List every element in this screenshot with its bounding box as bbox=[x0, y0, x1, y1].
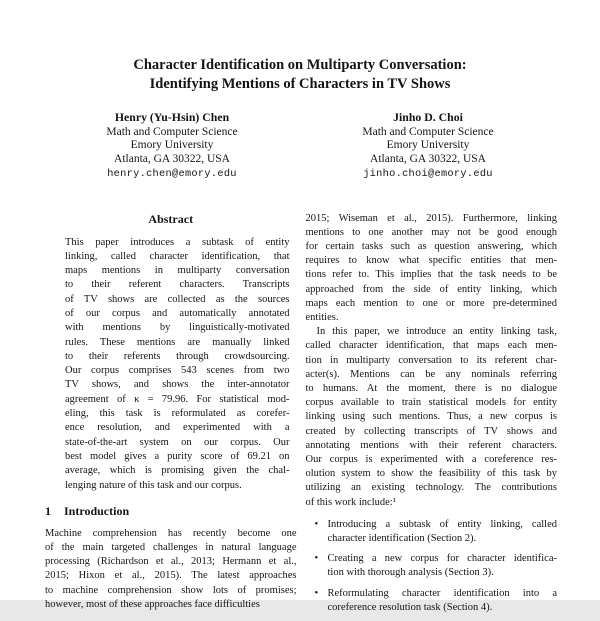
text-line: eling, this task is reformulated as corefer- bbox=[65, 408, 290, 420]
paper-title-line1: Character Identification on Multiparty Conversation: bbox=[133, 57, 467, 73]
paper-title bbox=[0, 56, 600, 94]
bullet-icon: • bbox=[314, 587, 319, 599]
bullet-text bbox=[328, 518, 558, 546]
author-address: Atlanta, GA 30322, USA bbox=[370, 152, 486, 165]
author-department: Math and Computer Science bbox=[362, 125, 494, 138]
text-line: TV shows, and shows the inter-annotator bbox=[65, 379, 290, 391]
author-university: Emory University bbox=[386, 139, 470, 151]
text-line: agreement of κ = 79.96. For statistical mod- bbox=[65, 393, 290, 405]
text-line: for certain tasks such as question answering, which bbox=[305, 240, 557, 252]
list-item bbox=[306, 587, 558, 615]
text-line: state-of-the-art system on our corpus. Our bbox=[65, 436, 290, 448]
text-line: of the main targeted challenges in natural language bbox=[45, 542, 297, 554]
bullet-icon: • bbox=[314, 518, 319, 530]
right-paragraph-1 bbox=[306, 212, 558, 326]
author-email: jinho.choi@emory.edu bbox=[363, 168, 493, 180]
author-address: Atlanta, GA 30322, USA bbox=[114, 152, 230, 165]
text-line: however, most of these approaches face difficulties bbox=[45, 598, 260, 610]
text-line: Machine comprehension has recently become one bbox=[45, 527, 297, 539]
author-university: Emory University bbox=[130, 139, 214, 151]
text-line: best model gives a purity score of 69.21 on bbox=[65, 450, 290, 462]
author-name: Henry (Yu-Hsin) Chen bbox=[114, 110, 230, 124]
abstract-text bbox=[45, 236, 297, 493]
text-line: corpus available to train statistical models for entity bbox=[305, 397, 557, 409]
text-line: linking using such mentions. Thus, a new corpus is bbox=[305, 411, 557, 423]
text-line: requires to know what specific entities that men- bbox=[305, 255, 557, 267]
two-column-body bbox=[45, 212, 557, 621]
abstract-heading: Abstract bbox=[148, 211, 194, 226]
text-line: average, which is promising given the chal- bbox=[65, 465, 290, 477]
text-line: acter(s). Mentions can be any nominals referring bbox=[305, 368, 557, 380]
bullet-text bbox=[328, 552, 558, 580]
text-line: with mentions by linguistically-motivated bbox=[65, 322, 290, 334]
text-line: of this work include:¹ bbox=[305, 496, 396, 508]
author-email: henry.chen@emory.edu bbox=[107, 168, 237, 180]
list-item bbox=[306, 518, 558, 546]
text-line: created by collecting transcripts of TV shows and bbox=[305, 425, 557, 437]
text-line: linking, called character identification, that bbox=[65, 250, 290, 262]
text-line: ence resolution, and experimented with a bbox=[65, 422, 290, 434]
text-line: Reformulating character identification into a bbox=[327, 587, 557, 599]
section-number: 1 bbox=[45, 503, 51, 518]
author-block-1 bbox=[44, 111, 300, 182]
author-department: Math and Computer Science bbox=[106, 125, 238, 138]
section-heading-introduction bbox=[45, 504, 297, 519]
author-block-2 bbox=[300, 111, 556, 182]
text-line: rules. These mentions are manually linked bbox=[65, 336, 290, 348]
text-line: to humans. At the moment, there is no dialogue bbox=[305, 382, 557, 394]
text-line: entities. bbox=[305, 311, 339, 323]
text-line: lenging nature of this task and our corpus. bbox=[65, 479, 242, 491]
text-line: tion in multiparty conversation to its referent char- bbox=[305, 354, 557, 366]
text-line: to their referents through crowdsourcing. bbox=[65, 350, 290, 362]
text-line: Introducing a subtask of entity linking, called bbox=[327, 518, 557, 530]
text-line: to their referent characters. Transcripts bbox=[65, 279, 290, 291]
text-line: Our corpus is experimented with a coreference res- bbox=[305, 453, 557, 465]
right-column bbox=[306, 212, 558, 621]
text-line: of our corpus and automatically annotated bbox=[65, 307, 290, 319]
text-line: olution system to show the feasibility of this task by bbox=[305, 468, 557, 480]
section-title: Introduction bbox=[64, 503, 130, 518]
author-name: Jinho D. Choi bbox=[393, 110, 463, 124]
text-line: to machine comprehension show lots of promises; bbox=[45, 584, 297, 596]
text-line: tions refer to. This implies that the task needs to be bbox=[305, 269, 557, 281]
right-paragraph-2 bbox=[306, 325, 558, 510]
text-line: processing (Richardson et al., 2013; Hermann et al., bbox=[45, 556, 297, 568]
text-line: coreference resolution task (Section 4). bbox=[327, 601, 493, 613]
text-line: This paper introduces a subtask of entity bbox=[65, 236, 290, 248]
contributions-list bbox=[306, 518, 558, 615]
text-line: 2015; Hixon et al., 2015). The latest approaches bbox=[45, 570, 297, 582]
text-line: character identification (Section 2). bbox=[327, 532, 477, 544]
text-line: maps mentions in multiparty conversation bbox=[65, 265, 290, 277]
introduction-paragraph bbox=[45, 527, 297, 612]
text-line: mentions to one another may not be good enough bbox=[305, 226, 557, 238]
text-line: annotating mentions with their referent characters. bbox=[305, 439, 557, 451]
authors-block bbox=[0, 111, 600, 182]
paper-title-line2: Identifying Mentions of Characters in TV Shows bbox=[149, 76, 451, 92]
bullet-text bbox=[328, 587, 558, 615]
text-line: of TV shows are collected as the sources bbox=[65, 293, 290, 305]
text-line: called character identification, that maps each men- bbox=[305, 340, 557, 352]
list-item bbox=[306, 552, 558, 580]
text-line: utilizing an existing technology. The contributions bbox=[305, 482, 557, 494]
text-line: 2015; Wiseman et al., 2015). Furthermore, linking bbox=[305, 212, 557, 224]
text-line: Creating a new corpus for character identifica- bbox=[327, 553, 557, 565]
text-line: In this paper, we introduce an entity linking task, bbox=[316, 326, 557, 338]
bullet-icon: • bbox=[314, 553, 319, 565]
text-line: Our corpus comprises 543 scenes from two bbox=[65, 365, 290, 377]
text-line: tion with thorough analysis (Section 3). bbox=[327, 567, 494, 579]
left-column bbox=[45, 212, 297, 621]
text-line: approached from the side of entity linking, which bbox=[305, 283, 557, 295]
text-line: maps each mention to one or more pre-determined bbox=[305, 297, 557, 309]
